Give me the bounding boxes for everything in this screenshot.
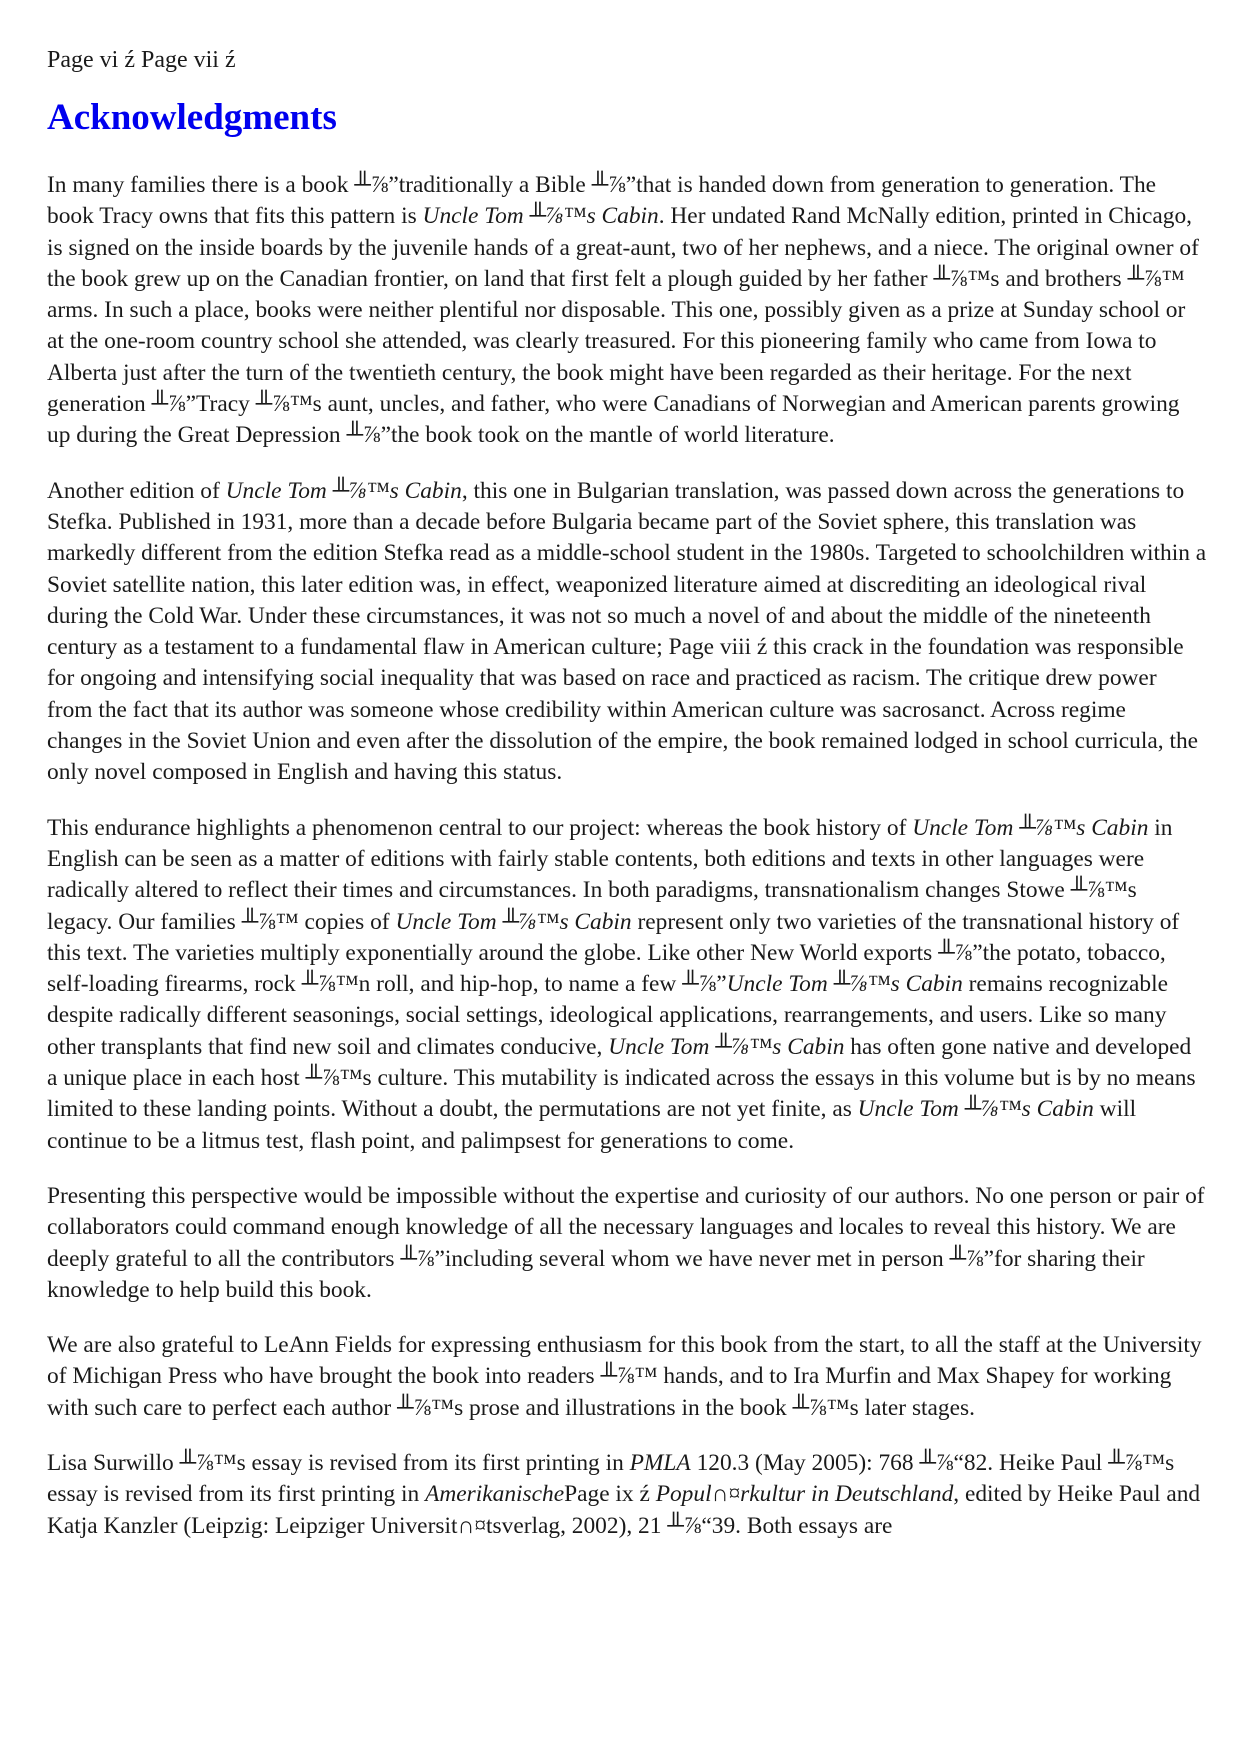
text-run: will continue to be a litmus test, flash point, and palimpsest for generations to come. bbox=[47, 1096, 1137, 1154]
text-run: , this one in Bulgarian translation, was passed down across the generations to Stefka. Published in 1931, more than a decade before Bulgaria became part of the Soviet sphere, this translation was markedly different from the edition Stefka read as a middle-school student in the 1980s. Targeted to schoolchildren within a Soviet satellite nation, this later edition was, in effect, weaponized literature aimed at discrediting an ideological rival during the Cold War. Under these circumstances, it was not so much a novel of and about the middle of the nineteenth century as a testament to a fundamental flaw in American culture; Page viii ź this crack in the foundation was responsible for ongoing and intensifying social inequality that was based on race and practiced as racism. The critique drew power from the fact that its author was someone whose credibility within American culture was sacrosanct. Across regime changes in the Soviet Union and even after the dissolution of the empire, the book remained lodged in school curricula, the only novel composed in English and having this status. bbox=[47, 477, 1207, 786]
text-run: This endurance highlights a phenomenon central to our project: whereas the book history of bbox=[47, 814, 913, 841]
paragraph-4 bbox=[47, 1181, 1207, 1306]
paragraph-2 bbox=[47, 476, 1207, 789]
text-run: represent only two varieties of the transnational history of this text. The varieties multiply exponentially around the globe. Like other New World exports ╨⅞”the potato, tobacco, self-loading firearms, rock ╨⅞™n roll, and hip-hop, to name a few ╨⅞” bbox=[47, 908, 1180, 998]
text-run: in English can be seen as a matter of editions with fairly stable contents, both editions and texts in other languages were radically altered to reflect their times and circumstances. In both paradigms, transnationalism changes Stowe ╨⅞™s legacy. Our families ╨⅞™ copies of bbox=[47, 814, 1173, 935]
italic-run: Uncle Tom ╨⅞™s Cabin bbox=[857, 1096, 1094, 1123]
italic-run: Uncle Tom ╨⅞™s Cabin bbox=[395, 908, 632, 935]
text-run: Page ix ź bbox=[564, 1481, 656, 1508]
italic-run: Uncle Tom ╨⅞™s Cabin bbox=[608, 1033, 845, 1060]
page-markers: Page vi ź Page vii ź bbox=[47, 47, 236, 73]
italic-run: Uncle Tom ╨⅞™s Cabin bbox=[912, 814, 1149, 841]
italic-run: PMLA bbox=[629, 1449, 691, 1476]
text-run: Lisa Surwillo ╨⅞™s essay is revised from its first printing in bbox=[47, 1449, 630, 1476]
paragraph-1 bbox=[47, 170, 1207, 452]
body-text bbox=[47, 170, 1207, 1542]
italic-run: Amerikanische bbox=[425, 1481, 565, 1508]
text-run: Presenting this perspective would be impossible without the expertise and curiosity of our authors. No one person or pair of collaborators could command enough knowledge of all the necessary languages and locales to reveal this history. We are deeply grateful to all the contributors ╨⅞”including several whom we have never met in person ╨⅞”for sharing their knowledge to help build this book. bbox=[47, 1182, 1205, 1303]
document-page bbox=[47, 44, 1207, 1566]
page-title: Acknowledgments bbox=[47, 97, 337, 138]
italic-run: Popul∩¤rkultur in Deutschland bbox=[655, 1481, 954, 1508]
text-run: has often gone native and developed a unique place in each host ╨⅞™s culture. This mutability is indicated across the essays in this volume but is by no means limited to these landing points. Without a doubt, the permutations are not yet finite, as bbox=[47, 1033, 1196, 1123]
text-run: . Her undated Rand McNally edition, printed in Chicago, is signed on the inside boards by the juvenile hands of a great-aunt, two of her nephews, and a niece. The original owner of the book grew up on the Canadian frontier, on land that first felt a plough guided by her father ╨⅞™s and brothers ╨⅞™ arms. In such a place, books were neither plentiful nor disposable. This one, possibly given as a prize at Sunday school or at the one-room country school she attended, was clearly treasured. For this pioneering family who came from Iowa to Alberta just after the turn of the twentieth century, the book might have been regarded as their heritage. For the next generation ╨⅞”Tracy ╨⅞™s aunt, uncles, and father, who were Canadians of Norwegian and American parents growing up during the Great Depression ╨⅞”the book took on the mantle of world literature. bbox=[47, 203, 1199, 449]
paragraph-3 bbox=[47, 813, 1207, 1157]
italic-run: Uncle Tom ╨⅞™s Cabin bbox=[726, 971, 963, 998]
italic-run: Uncle Tom ╨⅞™s Cabin bbox=[225, 477, 462, 504]
text-run: We are also grateful to LeAnn Fields for expressing enthusiasm for this book from the start, to all the staff at the University of Michigan Press who have brought the book into readers ╨⅞™ hands, and to Ira Murfin and Max Shapey for working with such care to perfect each author ╨⅞™s prose and illustrations in the book ╨⅞™s later stages. bbox=[47, 1332, 1202, 1421]
text-run: , edited by Heike Paul and Katja Kanzler (Leipzig: Leipziger Universit∩¤tsverlag, 2002), 21 ╨⅞“39. Both essays are bbox=[47, 1481, 1201, 1539]
text-run: In many families there is a book ╨⅞”traditionally a Bible ╨⅞”that is handed down from generation to generation. The book Tracy owns that fits this pattern is bbox=[47, 172, 1157, 230]
italic-run: Uncle Tom ╨⅞™s Cabin bbox=[422, 203, 659, 230]
paragraph-5 bbox=[47, 1330, 1207, 1424]
text-run: 120.3 (May 2005): 768 ╨⅞“82. Heike Paul ╨⅞™s essay is revised from its first printing in bbox=[47, 1449, 1175, 1508]
paragraph-6 bbox=[47, 1448, 1207, 1542]
text-run: Another edition of bbox=[47, 477, 226, 504]
text-run: remains recognizable despite radically different seasonings, social settings, ideological applications, rearrangements, and users. Like so many other transplants that find new soil and climates conducive, bbox=[47, 971, 1169, 1060]
